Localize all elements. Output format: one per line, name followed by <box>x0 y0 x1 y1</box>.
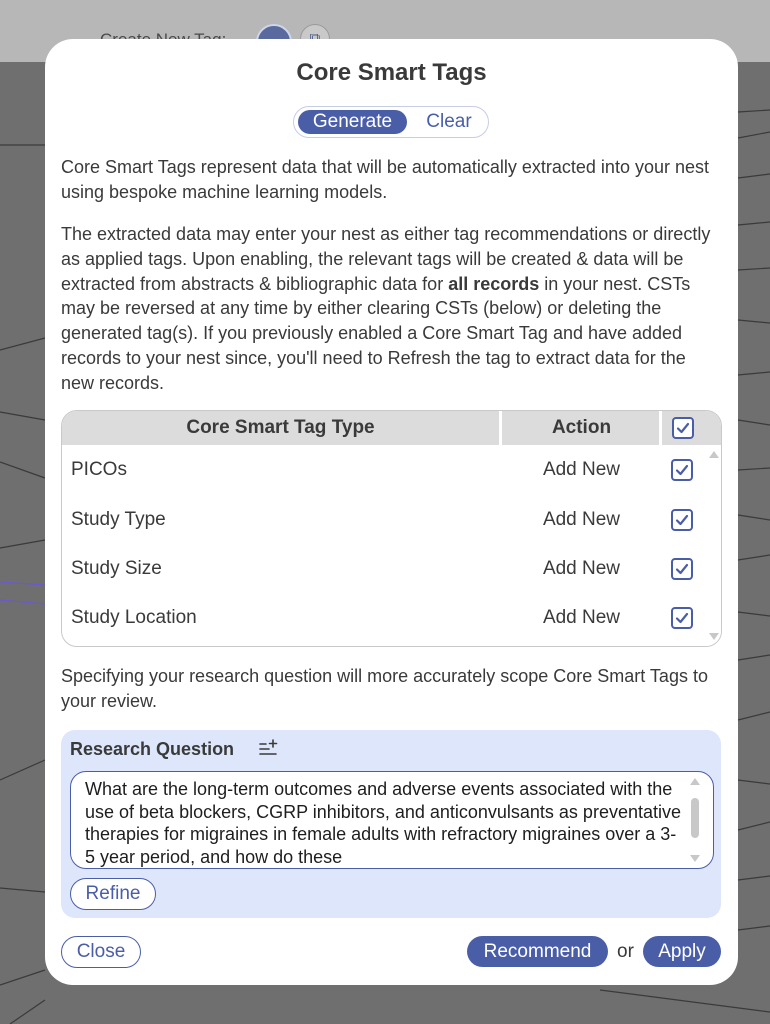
details-text-end: in your nest. CSTs may be reversed at any time by either clearing CSTs (below) or deleting the generated tag(s). If you previously enabled a Core Smart Tag and have added records to your nest since, you'll need to Refresh the tag to extract data for the new records. <box>61 273 691 393</box>
generate-tab[interactable]: Generate <box>298 110 407 134</box>
details-bold-text: all records <box>448 273 540 294</box>
scroll-down-arrow-icon[interactable] <box>709 633 719 640</box>
scroll-up-arrow-icon[interactable] <box>690 778 700 785</box>
research-question-textarea[interactable] <box>70 771 714 869</box>
header-tag-type: Core Smart Tag Type <box>186 417 375 438</box>
row-action: Add New <box>542 459 621 480</box>
sparkle-list-icon <box>258 738 280 758</box>
research-question-hint: Specifying your research question will more accurately scope Core Smart Tags to your review. <box>61 666 708 711</box>
row-checkbox[interactable] <box>671 459 693 481</box>
details-paragraph <box>61 222 721 396</box>
core-smart-tags-modal <box>45 39 738 985</box>
table-scrollbar[interactable] <box>706 445 721 646</box>
research-question-panel <box>61 730 721 918</box>
scroll-down-arrow-icon[interactable] <box>690 855 700 862</box>
smart-tag-table <box>61 410 722 647</box>
row-action: Add New <box>542 607 621 628</box>
select-all-checkbox[interactable] <box>672 417 694 439</box>
refine-button[interactable]: Refine <box>70 878 156 910</box>
table-row <box>62 445 706 494</box>
header-action: Action <box>551 417 612 438</box>
row-tag-type: Study Size <box>71 558 162 579</box>
table-row <box>62 544 706 593</box>
intro-paragraph: Core Smart Tags represent data that will be automatically extracted into your nest using bespoke machine learning models. <box>61 157 709 202</box>
table-header <box>62 411 721 445</box>
or-separator: or <box>617 941 634 962</box>
row-tag-type: PICOs <box>71 459 127 480</box>
textarea-scrollbar[interactable] <box>689 778 701 862</box>
row-action: Add New <box>542 558 621 579</box>
row-checkbox[interactable] <box>671 607 693 629</box>
row-checkbox[interactable] <box>671 558 693 580</box>
table-row <box>62 593 706 642</box>
close-button[interactable]: Close <box>61 936 141 968</box>
table-row <box>62 495 706 544</box>
clear-tab[interactable]: Clear <box>426 111 472 132</box>
details-text-start: The extracted data may enter your nest as either tag recommendations or directly as applied tags. Upon enabling, the relevant tags will be created & data will be extracted from abstracts & bibliographic data for <box>61 224 711 294</box>
research-question-label: Research Question <box>70 739 235 759</box>
row-tag-type: Study Location <box>71 607 197 628</box>
scroll-thumb[interactable] <box>691 798 699 838</box>
apply-button[interactable]: Apply <box>643 936 721 967</box>
recommend-button[interactable]: Recommend <box>467 936 608 967</box>
modal-title: Core Smart Tags <box>296 59 487 86</box>
generate-clear-toggle <box>293 106 489 138</box>
row-checkbox[interactable] <box>671 509 693 531</box>
research-question-value[interactable]: What are the long-term outcomes and adverse events associated with the use of beta blockers, CGRP inhibitors, and anticonvulsants as preventative therapies for migraines in female adults with refractory migraines over a 3-5 year period, and how do these <box>85 779 681 867</box>
row-action: Add New <box>542 509 621 530</box>
scroll-up-arrow-icon[interactable] <box>709 451 719 458</box>
row-tag-type: Study Type <box>71 509 166 530</box>
